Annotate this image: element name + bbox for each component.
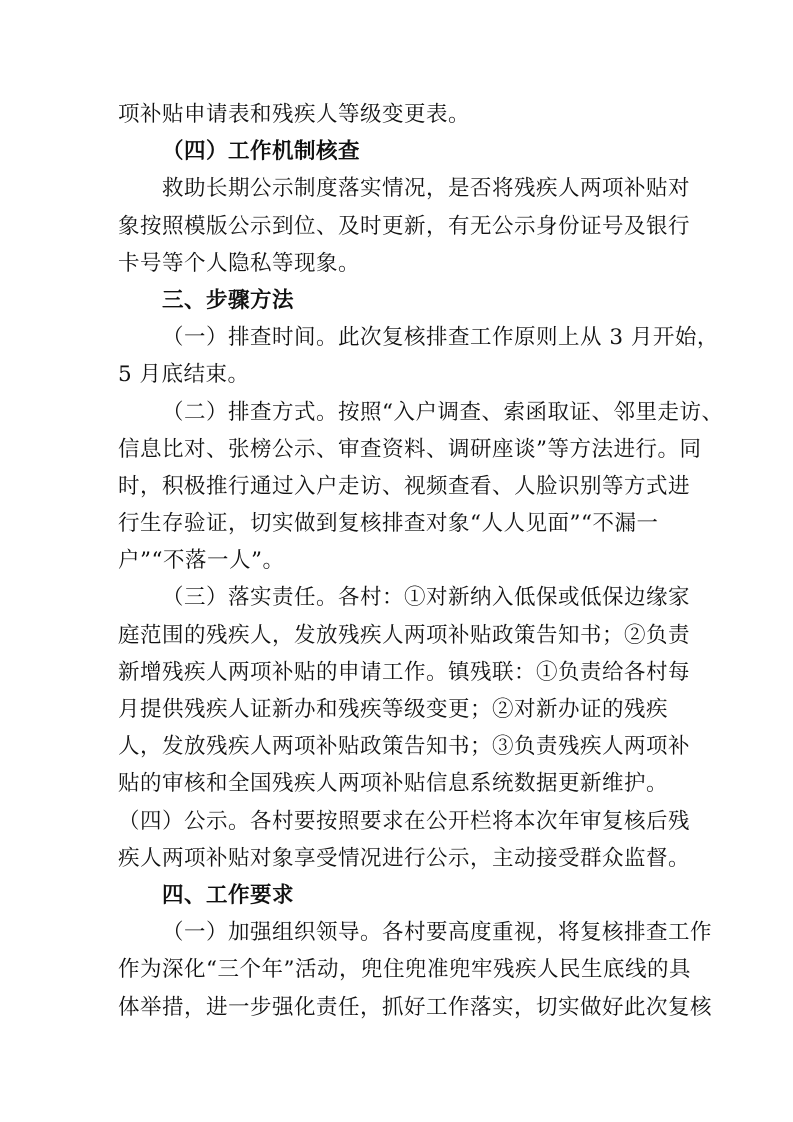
text-line: 卡号等个人隐私等现象。 — [118, 250, 361, 276]
text-line: 象按照模版公示到位、及时更新，有无公示身份证号及银行 — [118, 213, 691, 239]
text-line: 时，积极推行通过入户走访、视频查看、人脸识别等方式进 — [118, 473, 691, 499]
text-line: 月提供残疾人证新办和残疾等级变更；②对新办证的残疾 — [118, 697, 669, 722]
text-line: （一）加强组织领导。各村要高度重视，将复核排查工作 — [162, 920, 713, 946]
text-line: 作为深化“三个年”活动，兜住兜准兜牢残疾人民生底线的具 — [118, 957, 691, 983]
text-line: （一）排查时间。此次复核排查工作原则上从 3 月开始， — [162, 325, 719, 351]
text-line: 户”“不落一人”。 — [118, 548, 285, 574]
document-page — [118, 96, 724, 1026]
text-line: 庭范围的残疾人，发放残疾人两项补贴政策告知书；②负责 — [118, 622, 691, 648]
text-line: 救助长期公示制度落实情况，是否将残疾人两项补贴对 — [162, 176, 691, 202]
text-line: 疾人两项补贴对象享受情况进行公示，主动接受群众监督。 — [118, 845, 691, 871]
text-line: 信息比对、张榜公示、审查资料、调研座谈”等方法进行。同 — [118, 436, 702, 462]
text-line: 人，发放残疾人两项补贴政策告知书；③负责残疾人两项补 — [118, 734, 691, 760]
text-line: （二）排查方式。按照“入户调查、索函取证、邻里走访、 — [162, 399, 724, 425]
text-line: 贴的审核和全国残疾人两项补贴信息系统数据更新维护。 — [118, 771, 669, 797]
section-heading: 四、工作要求 — [162, 882, 295, 908]
section-heading: （四）工作机制核查 — [162, 139, 361, 165]
text-line: （三）落实责任。各村：①对新纳入低保或低保边缘家 — [162, 585, 691, 611]
text-line: 行生存验证，切实做到复核排查对象“人人见面”“不漏一 — [118, 511, 659, 537]
text-line: 5 月底结束。 — [118, 362, 250, 388]
text-line: 体举措，进一步强化责任，抓好工作落实，切实做好此次复核 — [118, 994, 713, 1020]
text-line: 项补贴申请表和残疾人等级变更表。 — [118, 102, 471, 127]
section-heading: 三、步骤方法 — [162, 287, 295, 313]
text-line: （四）公示。各村要按照要求在公开栏将本次年审复核后残 — [118, 808, 691, 834]
text-line: 新增残疾人两项补贴的申请工作。镇残联：①负责给各村每 — [118, 659, 691, 685]
